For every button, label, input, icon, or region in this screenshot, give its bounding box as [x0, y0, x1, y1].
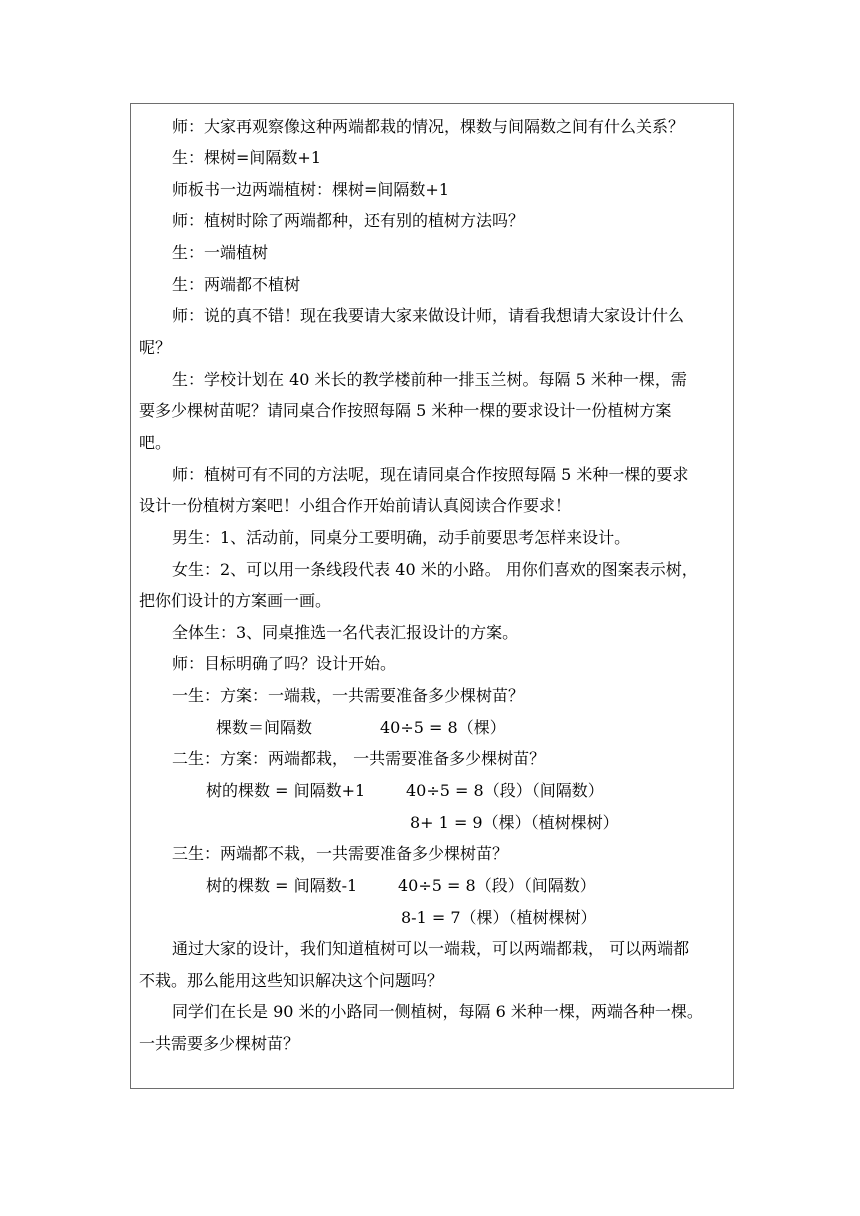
text-line: 一共需要多少棵树苗？ — [139, 1034, 300, 1053]
text-line: 师：植树时除了两端都种，还有别的植树方法吗？ — [172, 211, 525, 230]
text-line: 男生：1、活动前，同桌分工要明确，动手前要思考怎样来设计。 — [172, 528, 631, 547]
text-line: 把你们设计的方案画一画。 — [139, 591, 332, 610]
content-table-cell — [130, 103, 734, 1089]
text-line: 师：大家再观察像这种两端都栽的情况，棵数与间隔数之间有什么关系？ — [172, 117, 685, 136]
text-line: 树的棵数 = 间隔数-1 — [206, 876, 358, 895]
text-line: 生：学校计划在 40 米长的教学楼前种一排玉兰树。每隔 5 米种一棵，需 — [172, 370, 687, 389]
text-line: 通过大家的设计，我们知道植树可以一端栽，可以两端都栽， 可以两端都 — [172, 939, 690, 958]
text-line: 树的棵数 = 间隔数+1 — [206, 781, 366, 800]
text-line: 生：两端都不植树 — [172, 275, 301, 294]
text-line: 师：说的真不错！现在我要请大家来做设计师，请看我想请大家设计什么 — [172, 306, 685, 325]
text-line: 生：棵树=间隔数+1 — [172, 148, 321, 167]
text-line: 40÷5 = 8（棵） — [380, 718, 506, 737]
text-line: 8-1 = 7（棵）（植树棵树） — [401, 908, 597, 927]
text-line: 二生：方案：两端都栽， 一共需要准备多少棵树苗？ — [172, 749, 546, 768]
text-line: 要多少棵树苗呢？请同桌合作按照每隔 5 米种一棵的要求设计一份植树方案 — [139, 401, 672, 420]
text-line: 呢？ — [139, 338, 172, 357]
text-line: 三生：两端都不栽，一共需要准备多少棵树苗？ — [172, 844, 509, 863]
text-line: 生：一端植树 — [172, 243, 269, 262]
text-line: 8+ 1 = 9（棵）（植树棵树） — [410, 813, 619, 832]
text-line: 同学们在长是 90 米的小路同一侧植树，每隔 6 米种一棵，两端各种一棵。 — [172, 1002, 703, 1021]
text-line: 师板书一边两端植树：棵树=间隔数+1 — [172, 180, 449, 199]
text-line: 一生：方案：一端栽，一共需要准备多少棵树苗？ — [172, 686, 525, 705]
text-line: 设计一份植树方案吧！小组合作开始前请认真阅读合作要求！ — [139, 496, 572, 515]
text-line: 师：植树可有不同的方法呢，现在请同桌合作按照每隔 5 米种一棵的要求 — [172, 465, 689, 484]
text-line: 吧。 — [139, 433, 172, 452]
text-line: 女生：2、可以用一条线段代表 40 米的小路。 用你们喜欢的图案表示树， — [172, 560, 698, 579]
text-line: 师：目标明确了吗？设计开始。 — [172, 654, 397, 673]
text-line: 全体生：3、同桌推选一名代表汇报设计的方案。 — [172, 623, 519, 642]
text-line: 不栽。那么能用这些知识解决这个问题吗？ — [139, 971, 444, 990]
text-line: 40÷5 = 8（段）（间隔数） — [398, 876, 596, 895]
text-line: 40÷5 = 8（段）（间隔数） — [406, 781, 604, 800]
text-line: 棵数＝间隔数 — [216, 718, 313, 737]
